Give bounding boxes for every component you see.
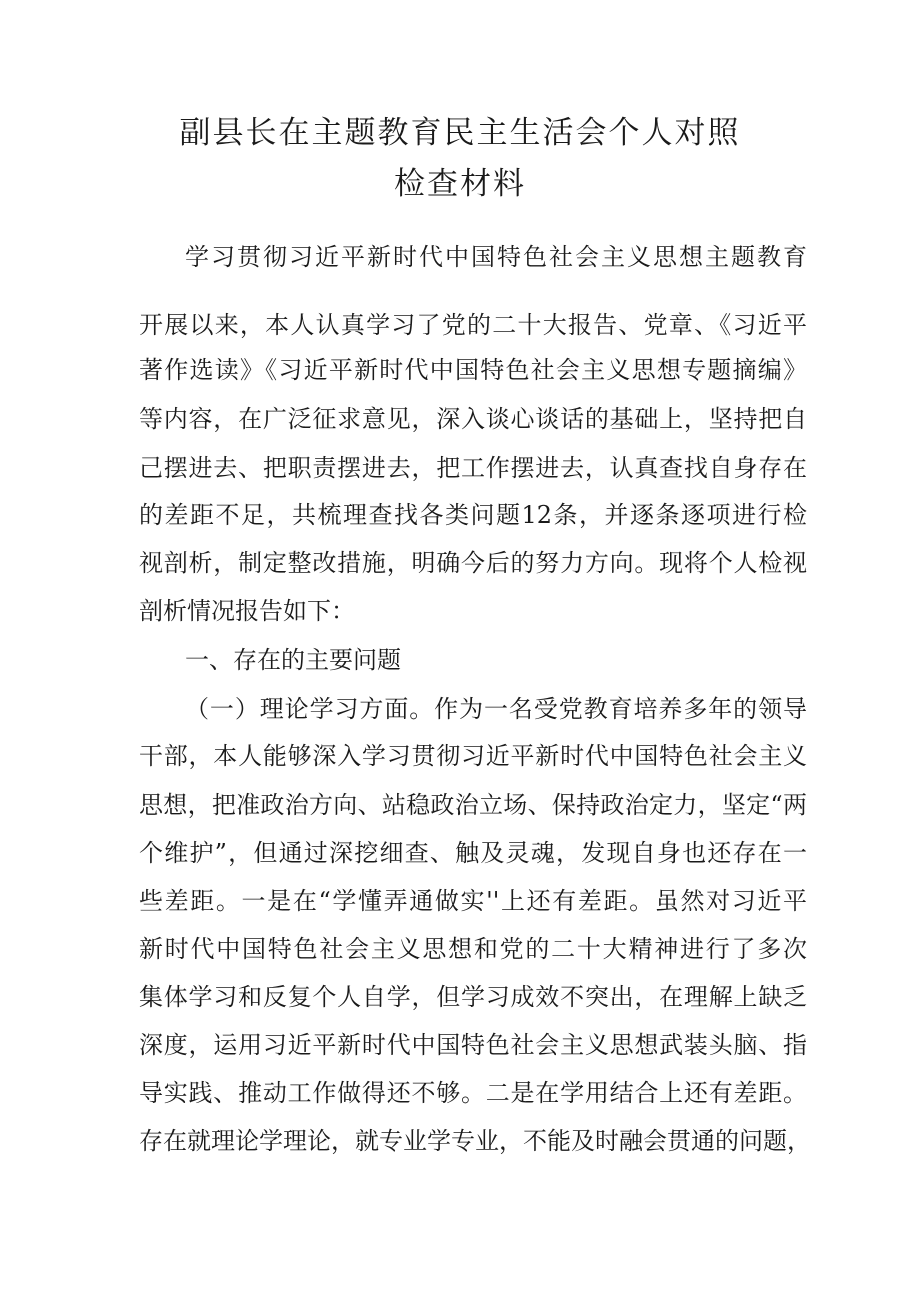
paragraph-line: 开展以来，本人认真学习了党的二十大报告、党章、《习近平 [139,311,807,339]
document-title-line-1: 副县长在主题教育民主生活会个人对照 [179,115,741,151]
paragraph-line: 新时代中国特色社会主义思想和党的二十大精神进行了多次 [139,935,807,963]
section-heading: 一、存在的主要问题 [185,646,401,674]
document-title-line-2: 检查材料 [394,166,526,202]
paragraph-line: 著作选读》《习近平新时代中国特色社会主义思想专题摘编》 [139,356,807,384]
paragraph-line: 学习贯彻习近平新时代中国特色社会主义思想主题教育 [185,243,807,271]
paragraph-line: 己摆进去、把职责摆进去，把工作摆进去，认真查找自身存在 [139,454,807,482]
paragraph-line: 等内容，在广泛征求意见，深入谈心谈话的基础上，坚持把自 [139,405,807,433]
paragraph-line: 视剖析，制定整改措施，明确今后的努力方向。现将个人检视 [139,549,807,577]
paragraph-line: （一）理论学习方面。作为一名受党教育培养多年的领导 [185,695,807,723]
paragraph-line: 存在就理论学理论，就专业学专业，不能及时融会贯通的问题， [139,1127,811,1155]
paragraph-line: 深度，运用习近平新时代中国特色社会主义思想武装头脑、指 [139,1031,807,1059]
paragraph-line: 干部，本人能够深入学习贯彻习近平新时代中国特色社会主义 [139,742,807,770]
paragraph-line: 集体学习和反复个人自学，但学习成效不突出，在理解上缺乏 [139,983,807,1011]
paragraph-line: 导实践、推动工作做得还不够。二是在学用结合上还有差距。 [139,1079,807,1107]
paragraph-line: 个维护”，但通过深挖细查、触及灵魂，发现自身也还存在一 [139,839,807,867]
paragraph-line: 剖析情况报告如下： [139,597,355,625]
paragraph-line: 思想，把准政治方向、站稳政治立场、保持政治定力，坚定“两 [139,791,807,819]
paragraph-line: 的差距不足，共梳理查找各类问题12条，并逐条逐项进行检 [139,501,807,529]
paragraph-line: 些差距。一是在“学懂弄通做实''上还有差距。虽然对习近平 [139,887,807,915]
